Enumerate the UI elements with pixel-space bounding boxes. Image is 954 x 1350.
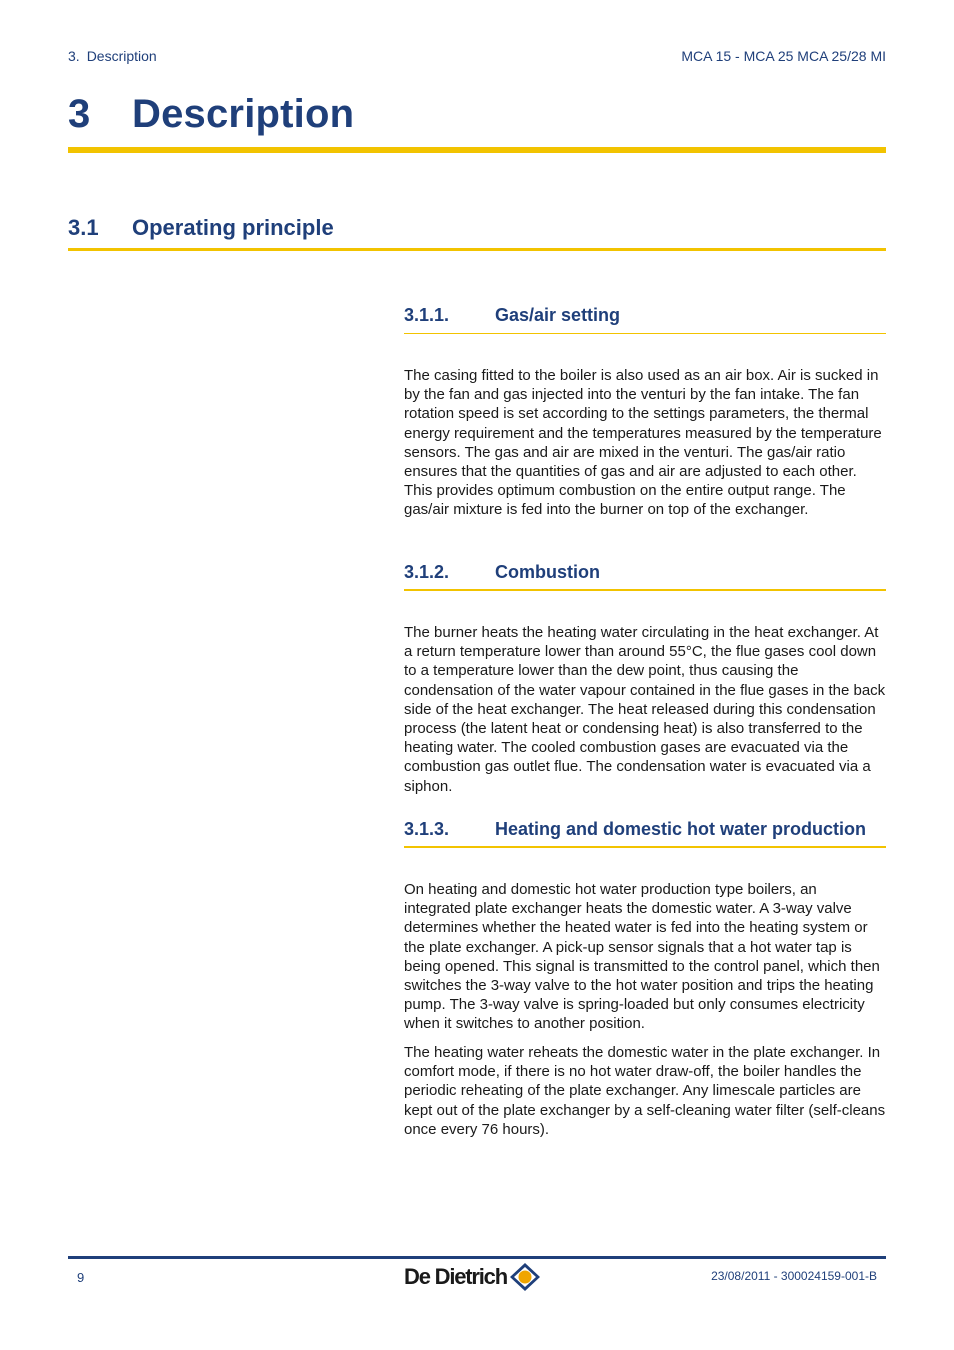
running-header-section	[68, 48, 157, 64]
subsection-number: 3.1.1.	[404, 305, 450, 325]
running-header-title: Description	[86, 48, 157, 64]
subsection-heading-dhw	[404, 819, 886, 840]
page-number: 9	[77, 1270, 85, 1285]
subsection-divider	[404, 333, 886, 334]
subsection-number: 3.1.3.	[404, 819, 450, 839]
subsection-heading-gas-air	[404, 305, 886, 326]
subsection-divider	[404, 589, 886, 591]
brand-logo-text: De Dietrich	[404, 1264, 507, 1289]
subsection-title: Gas/air setting	[495, 305, 621, 325]
running-header-number: 3.	[68, 48, 80, 64]
chapter-divider	[68, 147, 886, 153]
paragraph-gas-air: The casing fitted to the boiler is also used as an air box. Air is sucked in by the fan and gas injected into the venturi by the fan intake. The fan rotation speed is set according to the settings parameters, the thermal energy requirement and the temperatures measured by the temperature sensors. The gas and air are mixed in the venturi. The gas/air ratio ensures that the quantities of gas and air are adjusted to each other. This provides optimum combustion on the entire output range. The gas/air mixture is fed into the burner on top of the exchanger.	[404, 367, 882, 519]
section-heading	[68, 215, 334, 241]
subsection-heading-combustion	[404, 562, 886, 583]
chapter-title: Description	[132, 92, 355, 136]
brand-logo	[404, 1262, 541, 1292]
paragraph-dhw-1: On heating and domestic hot water production type boilers, an integrated plate exchanger heats the domestic water. A 3-way valve determines whether the heated water is fed into the heating system or the plate exchanger. A pick-up sensor signals that a hot water tap is being opened. This signal is transmitted to the control panel, which then switches the 3-way valve to the hot water position and trips the heating pump. The 3-way valve is spring-loaded but only consumes electricity when it switches to another position.	[404, 881, 880, 1033]
subsection-title: Combustion	[495, 562, 600, 582]
section-number: 3.1	[68, 215, 99, 240]
document-reference: 23/08/2011 - 300024159-001-B	[711, 1269, 877, 1283]
subsection-divider	[404, 846, 886, 848]
subsection-number: 3.1.2.	[404, 562, 450, 582]
footer-divider	[68, 1256, 886, 1259]
brand-diamond-icon	[509, 1262, 541, 1292]
chapter-heading	[68, 92, 354, 137]
paragraph-combustion: The burner heats the heating water circulating in the heat exchanger. At a return temperature lower than around 55°C, the flue gases cool down to a temperature lower than the dew point, thus causing the condensation of the water vapour contained in the flue gases in the back side of the heat exchanger. The heat released during this condensation process (the latent heat or condensing heat) is also transferred to the heating water. The cooled combustion gases are evacuated via the combustion gas outlet flue. The condensation water is evacuated via a siphon.	[404, 624, 886, 795]
paragraph-dhw-2: The heating water reheats the domestic water in the plate exchanger. In comfort mode, if there is no hot water draw-off, the boiler handles the periodic reheating of the plate exchanger. Any limescale particles are kept out of the plate exchanger by a self-cleaning water filter (self-cleans once every 76 hours).	[404, 1044, 886, 1138]
section-title: Operating principle	[132, 215, 334, 240]
section-divider	[68, 248, 886, 251]
chapter-number: 3	[68, 92, 91, 136]
running-header-product: MCA 15 - MCA 25 MCA 25/28 MI	[681, 48, 886, 64]
subsection-title: Heating and domestic hot water production	[495, 819, 867, 839]
